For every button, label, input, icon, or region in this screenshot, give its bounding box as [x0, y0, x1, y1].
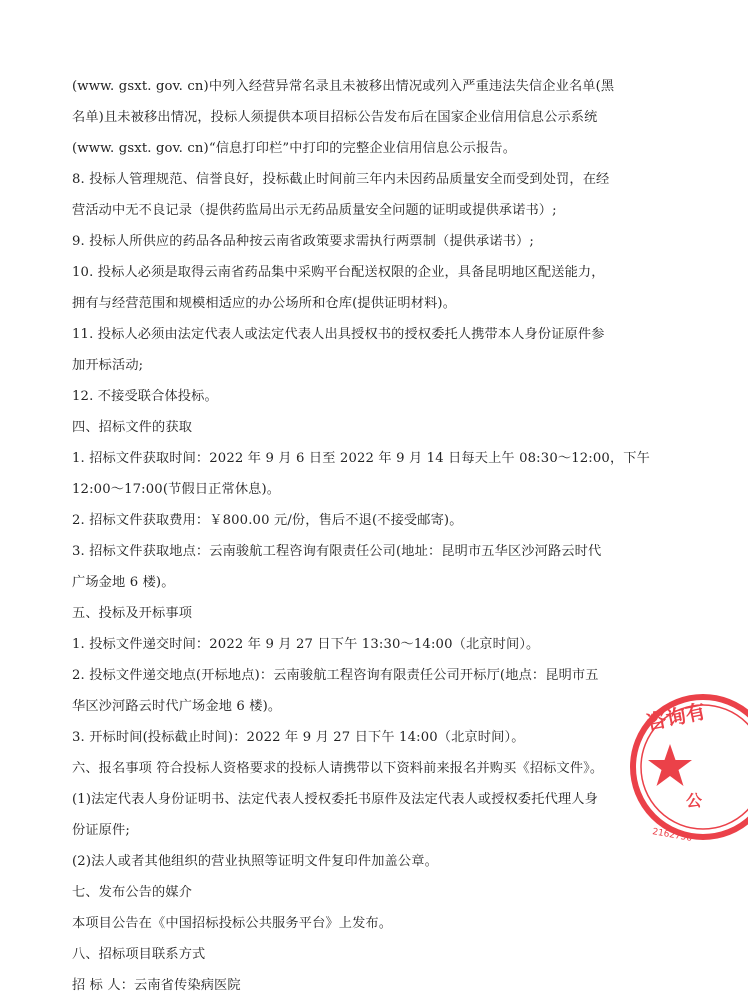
text-line: 10. 投标人必须是取得云南省药品集中采购平台配送权限的企业，具备昆明地区配送能力， — [72, 265, 605, 280]
text-line: 名单)且未被移出情况，投标人须提供本项目招标公告发布后在国家企业信用信息公示系统 — [72, 110, 598, 125]
text-line: 12. 不接受联合体投标。 — [72, 389, 218, 404]
text-line: 11. 投标人必须由法定代表人或法定代表人出具授权书的授权委托人携带本人身份证原件参 — [72, 327, 605, 342]
section-heading: 四、招标文件的获取 — [72, 420, 193, 435]
company-seal-icon — [628, 682, 748, 852]
text-line: 2. 投标文件递交地点(开标地点)：云南骏航工程咨询有限责任公司开标厅(地点：昆明市五 — [72, 668, 599, 683]
text-line: 本项目公告在《中国招标投标公共服务平台》上发布。 — [72, 916, 393, 931]
text-line: 拥有与经营范围和规模相适应的办公场所和仓库(提供证明材料)。 — [72, 296, 457, 311]
text-line: 1. 招标文件获取时间：2022 年 9 月 6 日至 2022 年 9 月 14 日每天上午 08:30～12:00，下午 — [72, 451, 650, 466]
text-line: 12:00～17:00(节假日正常休息)。 — [72, 482, 281, 497]
seal-top-text: 咨询有 — [644, 698, 708, 735]
section-heading: 六、报名事项 符合投标人资格要求的投标人请携带以下资料前来报名并购买《招标文件》。 — [72, 761, 604, 776]
section-heading: 五、投标及开标事项 — [72, 606, 193, 621]
seal-side-text: 公 — [686, 791, 703, 810]
text-line: 广场金地 6 楼)。 — [72, 575, 175, 590]
text-line: (2)法人或者其他组织的营业执照等证明文件复印件加盖公章。 — [72, 854, 438, 869]
seal-serial-text: 2162756 — [651, 827, 693, 844]
text-line: 加开标活动; — [72, 358, 144, 373]
section-heading: 八、招标项目联系方式 — [72, 947, 206, 962]
text-line: (www. gsxt. gov. cn)中列入经营异常名录且未被移出情况或列入严重违法失信企业名单(黑 — [72, 79, 615, 94]
text-line: 华区沙河路云时代广场金地 6 楼)。 — [72, 699, 282, 714]
text-line: 9. 投标人所供应的药品各品种按云南省政策要求需执行两票制（提供承诺书）; — [72, 234, 534, 249]
text-line: (1)法定代表人身份证明书、法定代表人授权委托书原件及法定代表人或授权委托代理人身 — [72, 792, 598, 807]
text-line: (www. gsxt. gov. cn)“信息打印栏”中打印的完整企业信用信息公示报告。 — [72, 141, 517, 156]
text-line: 2. 招标文件获取费用：￥800.00 元/份，售后不退(不接受邮寄)。 — [72, 513, 463, 528]
text-line: 8. 投标人管理规范、信誉良好，投标截止时间前三年内未因药品质量安全而受到处罚，在经 — [72, 172, 610, 187]
text-line: 营活动中无不良记录（提供药监局出示无药品质量安全问题的证明或提供承诺书）; — [72, 203, 557, 218]
text-line: 份证原件; — [72, 823, 130, 838]
text-line: 3. 招标文件获取地点：云南骏航工程咨询有限责任公司(地址：昆明市五华区沙河路云时代 — [72, 544, 602, 559]
text-line: 3. 开标时间(投标截止时间)：2022 年 9 月 27 日下午 14:00（北京时间）。 — [72, 730, 525, 745]
text-line: 1. 投标文件递交时间：2022 年 9 月 27 日下午 13:30～14:00（北京时间）。 — [72, 637, 540, 652]
text-line: 招 标 人：云南省传染病医院 — [72, 978, 241, 993]
section-heading: 七、发布公告的媒介 — [72, 885, 193, 900]
